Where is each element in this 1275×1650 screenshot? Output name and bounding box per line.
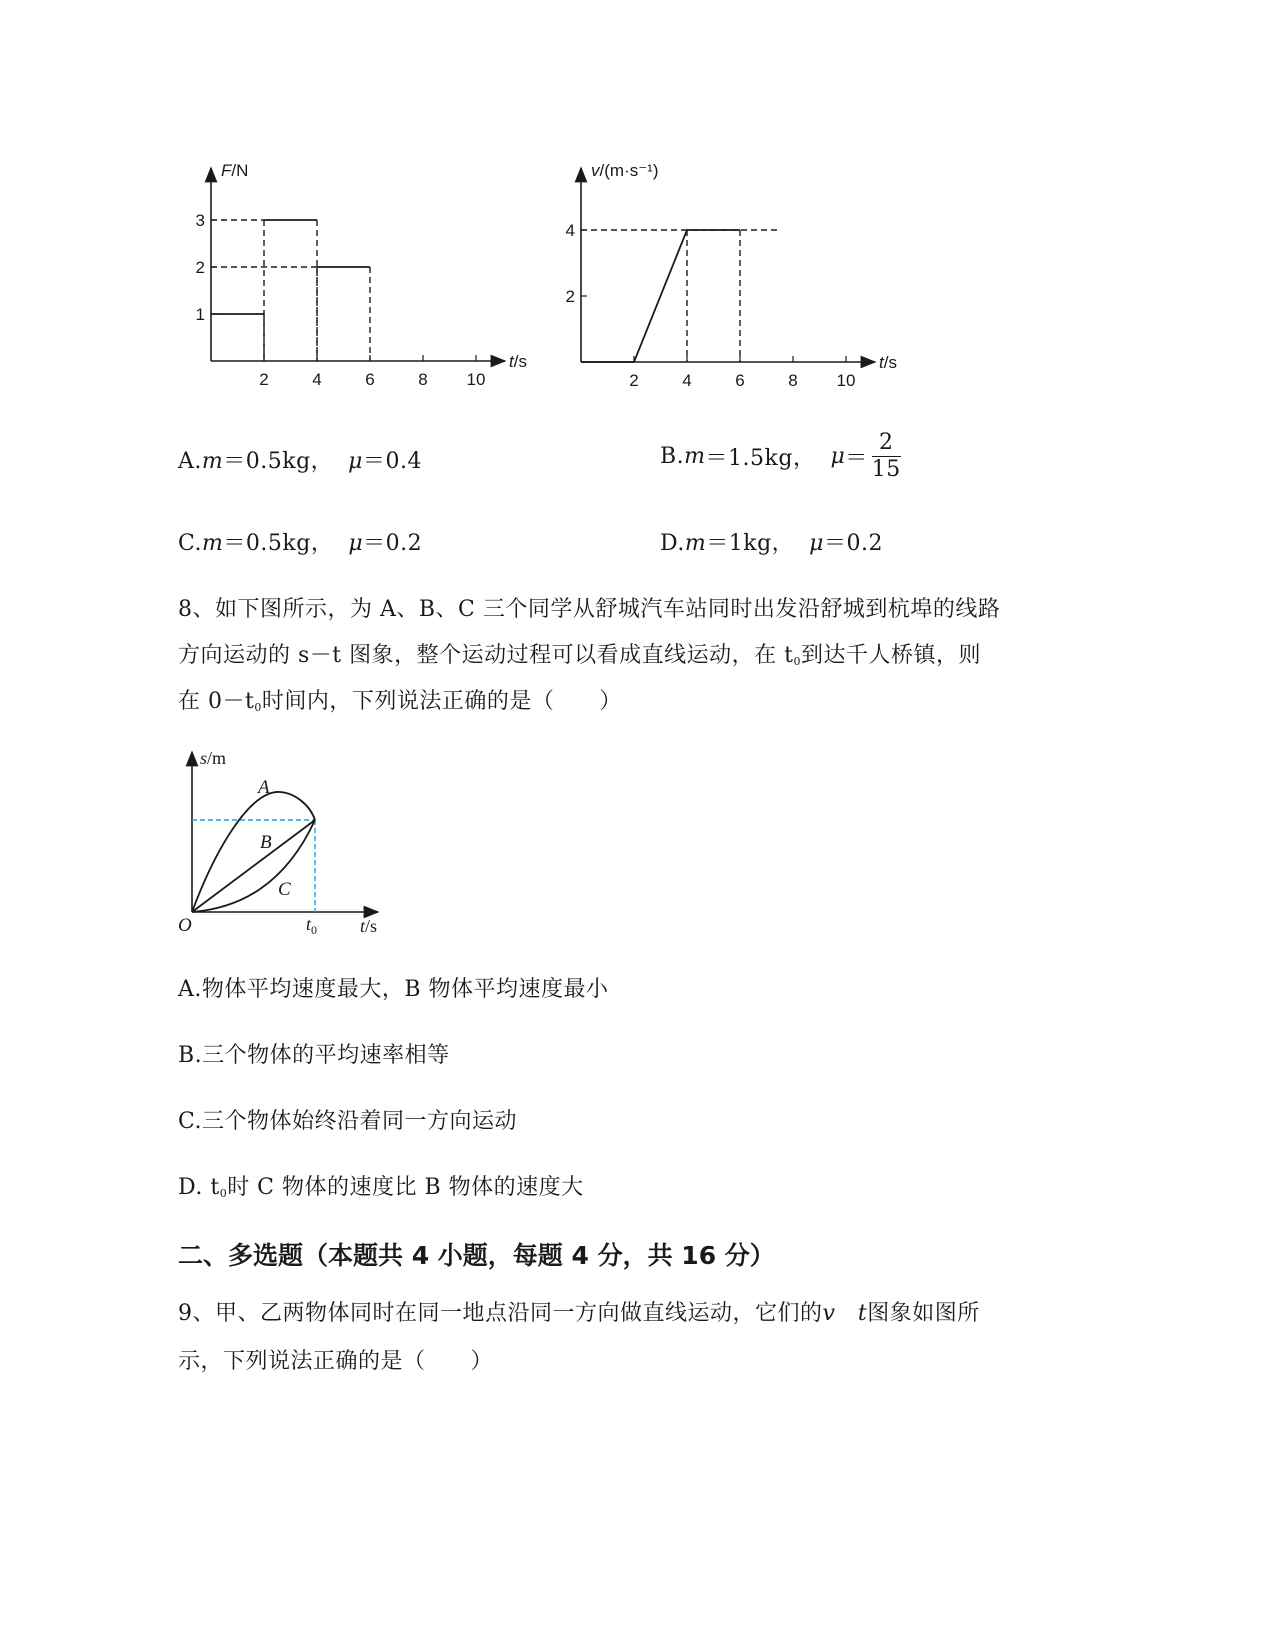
option-label: C. [178, 531, 203, 556]
x-tick-label: 4 [682, 371, 692, 390]
x-axis-label: t/s [509, 352, 527, 371]
q9-stem-line-1 [178, 1296, 980, 1327]
q8-option-b[interactable]: B.三个物体的平均速率相等 [178, 1043, 450, 1068]
force-time-chart [180, 150, 550, 400]
subscript: 0 [254, 701, 262, 714]
mass-symbol: m [684, 444, 706, 469]
mu-symbol: μ [830, 444, 846, 469]
velocity-series [581, 230, 740, 362]
x-tick-label: 10 [836, 371, 856, 390]
mu-symbol: μ [809, 531, 824, 556]
mu-symbol: μ [348, 531, 364, 556]
x-tick-label: 2 [629, 371, 639, 390]
x-tick-label: 8 [788, 371, 798, 390]
y-axis-label: s/m [200, 748, 227, 768]
q7-option-a[interactable] [178, 444, 422, 475]
mu-value: ＝0.2 [823, 531, 883, 556]
stem-text: 到达千人桥镇，则 [800, 643, 981, 668]
t-symbol: t [857, 1301, 868, 1326]
q8-option-c[interactable]: C.三个物体始终沿着同一方向运动 [178, 1109, 518, 1134]
equals-sign: ＝ [845, 446, 868, 471]
mu-symbol: μ [348, 449, 363, 474]
mass-symbol: m [201, 449, 224, 474]
x-tick-label: 2 [259, 370, 269, 389]
curve-c-label: C [278, 879, 291, 900]
velocity-time-chart [555, 150, 925, 400]
stem-text: 方向运动的 s－t 图象，整个运动过程可以看成直线运动，在 t [178, 643, 794, 668]
mu-value: ＝0.2 [363, 531, 423, 556]
x-tick-label: 8 [418, 370, 428, 389]
y-tick-label: 2 [565, 287, 575, 306]
x-tick-label: 6 [735, 371, 745, 390]
y-tick-label: 4 [565, 221, 575, 240]
t0-label: $t_0$ [306, 914, 318, 937]
option-text: D. t [178, 1175, 220, 1200]
stem-text: 9、甲、乙两物体同时在同一地点沿同一方向做直线运动，它们的 [178, 1301, 823, 1326]
q7-option-c[interactable] [178, 526, 422, 557]
mu-value: ＝0.4 [362, 449, 422, 474]
q8-option-a[interactable]: A.物体平均速度最大，B 物体平均速度最小 [178, 977, 609, 1002]
x-axis-label: t/s [879, 353, 897, 372]
subscript: 0 [219, 1187, 228, 1200]
q8-stem-line-2 [178, 638, 981, 669]
mass-value: ＝1kg， [706, 531, 795, 556]
x-axis-label: t/s [360, 916, 378, 936]
mass-value: ＝0.5kg， [223, 449, 334, 474]
q7-option-d[interactable] [660, 526, 883, 557]
line-b [192, 820, 315, 912]
option-label: D. [660, 531, 685, 556]
curve-a-label: A [258, 777, 270, 798]
q7-option-b[interactable] [660, 430, 901, 483]
fraction-numerator: 2 [872, 430, 901, 457]
mass-symbol: m [684, 531, 707, 556]
q9-stem-line-2: 示，下列说法正确的是（ ） [178, 1349, 494, 1374]
mass-symbol: m [202, 531, 224, 556]
origin-label: O [178, 915, 192, 936]
x-tick-label: 4 [312, 370, 322, 389]
x-tick-label: 6 [365, 370, 375, 389]
y-tick-label: 1 [195, 305, 205, 324]
mu-fraction [872, 430, 901, 483]
stem-text: 图象如图所 [867, 1301, 980, 1326]
mass-value: ＝0.5kg， [223, 531, 334, 556]
v-symbol: v [822, 1301, 836, 1326]
option-text: 时 C 物体的速度比 B 物体的速度大 [227, 1175, 584, 1200]
y-axis-label: v/(m·s⁻¹) [591, 161, 659, 180]
stem-text: 在 0－t [178, 689, 255, 714]
q8-stem-line-1: 8、如下图所示，为 A、B、C 三个同学从舒城汽车站同时出发沿舒城到杭埠的线路 [178, 597, 1001, 622]
option-label: B. [660, 444, 685, 469]
y-tick-label: 2 [195, 258, 205, 277]
y-axis-label: F/N [221, 161, 249, 180]
fraction-denominator: 15 [871, 457, 901, 482]
subscript: 0 [793, 655, 801, 668]
stem-text: 时间内，下列说法正确的是（ ） [261, 689, 622, 714]
displacement-time-chart [170, 740, 400, 940]
curve-b-label: B [260, 832, 272, 853]
q8-stem-line-3 [178, 684, 622, 715]
section-heading-multiple-choice: 二、多选题（本题共 4 小题，每题 4 分，共 16 分） [178, 1241, 775, 1270]
x-tick-label: 10 [466, 370, 486, 389]
option-label: A. [178, 449, 202, 474]
q8-option-d[interactable] [178, 1170, 584, 1201]
y-tick-label: 3 [195, 211, 205, 230]
mass-value: ＝1.5kg， [705, 446, 816, 471]
